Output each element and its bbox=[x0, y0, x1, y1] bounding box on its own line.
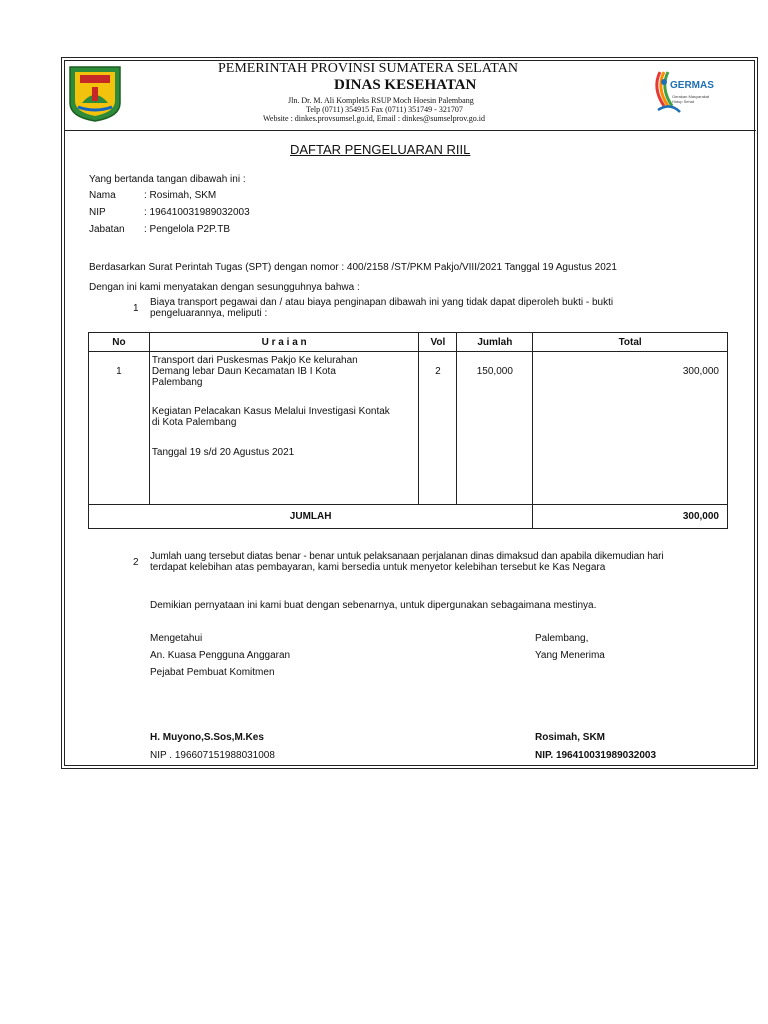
point-2-line-2: terdapat kelebihan atas pembayaran, kami bersedia untuk menyetor kelebihan tersebut ke Kas Negara bbox=[150, 562, 606, 573]
row-description bbox=[150, 352, 419, 458]
header-vol: Vol bbox=[419, 333, 457, 352]
germas-sub2: Hidup Sehat bbox=[672, 99, 695, 104]
left-sign-line-3: Pejabat Pembuat Komitmen bbox=[150, 667, 275, 678]
left-sign-line-2: An. Kuasa Pengguna Anggaran bbox=[150, 650, 291, 661]
letterhead-agency: DINAS KESEHATAN bbox=[334, 77, 477, 93]
left-sign-nip: NIP . 196607151988031008 bbox=[150, 750, 275, 761]
declare-intro: Dengan ini kami menyatakan dengan sesungguhnya bahwa : bbox=[89, 282, 360, 293]
letterhead-phone: Telp (0711) 354915 Fax (0711) 351749 - 321707 bbox=[306, 105, 463, 114]
closing-statement: Demikian pernyataan ini kami buat dengan sebenarnya, untuk dipergunakan sebagaimana mestinya. bbox=[150, 600, 597, 611]
point-2-line-1: Jumlah uang tersebut diatas benar - benar untuk pelaksanaan perjalanan dinas dimaksud dan apabila dikemudian hari bbox=[150, 551, 664, 562]
province-emblem-logo bbox=[66, 63, 124, 123]
identity-value-nip: : 196410031989032003 bbox=[144, 207, 250, 218]
letterhead-province: PEMERINTAH PROVINSI SUMATERA SELATAN bbox=[218, 61, 518, 76]
point-2-number: 2 bbox=[133, 557, 139, 568]
point-1-line-1: Biaya transport pegawai dan / atau biaya penginapan dibawah ini yang tidak dapat diperoleh bukti - bukti bbox=[150, 297, 614, 308]
row-jumlah: 150,000 bbox=[476, 366, 513, 377]
identity-label-name: Nama bbox=[89, 190, 116, 201]
point-1-line-2: pengeluarannya, meliputi : bbox=[150, 308, 268, 319]
identity-label-nip: NIP bbox=[89, 207, 106, 218]
header-uraian: U r a i a n bbox=[149, 333, 419, 352]
row-desc-line-3: Palembang bbox=[151, 377, 203, 388]
row-total: 300,000 bbox=[682, 366, 719, 377]
footer-total: 300,000 bbox=[533, 505, 728, 529]
row-desc-line-5: di Kota Palembang bbox=[151, 417, 237, 428]
spt-basis: Berdasarkan Surat Perintah Tugas (SPT) dengan nomor : 400/2158 /ST/PKM Pakjo/VIII/2021 Tanggal 19 Agustus 2021 bbox=[89, 262, 617, 273]
row-no: 1 bbox=[116, 366, 122, 377]
germas-sub1: Gerakan Masyarakat bbox=[672, 94, 710, 99]
letterhead-address: Jln. Dr. M. Ali Kompleks RSUP Moch Hoesin Palembang bbox=[288, 96, 474, 105]
germas-logo bbox=[650, 66, 714, 122]
germas-label: GERMAS bbox=[670, 80, 714, 91]
left-sign-line-1: Mengetahui bbox=[150, 633, 203, 644]
row-desc-line-4: Kegiatan Pelacakan Kasus Melalui Investigasi Kontak bbox=[151, 406, 390, 417]
document-title: DAFTAR PENGELUARAN RIIL bbox=[290, 142, 471, 157]
right-sign-nip: NIP. 196410031989032003 bbox=[535, 750, 657, 761]
expense-table bbox=[88, 332, 728, 529]
header-total: Total bbox=[533, 333, 728, 352]
signer-intro: Yang bertanda tangan dibawah ini : bbox=[89, 174, 246, 185]
letterhead-web: Website : dinkes.provsumsel.go.id, Email : dinkes@sumselprov.go.id bbox=[263, 114, 485, 123]
header-jumlah: Jumlah bbox=[457, 333, 533, 352]
point-1-number: 1 bbox=[133, 303, 139, 314]
header-no: No bbox=[89, 333, 150, 352]
identity-label-position: Jabatan bbox=[89, 224, 125, 235]
right-sign-line-1: Palembang, bbox=[535, 633, 589, 644]
identity-value-name: : Rosimah, SKM bbox=[144, 190, 217, 201]
left-sign-name: H. Muyono,S.Sos,M.Kes bbox=[150, 732, 264, 743]
right-sign-line-2: Yang Menerima bbox=[535, 650, 605, 661]
table-row bbox=[89, 352, 728, 505]
footer-label: JUMLAH bbox=[89, 505, 533, 529]
row-desc-line-1: Transport dari Puskesmas Pakjo Ke kelurahan bbox=[151, 355, 358, 366]
row-desc-line-2: Demang lebar Daun Kecamatan IB I Kota bbox=[151, 366, 336, 377]
identity-value-position: : Pengelola P2P.TB bbox=[144, 224, 230, 235]
letterhead-divider bbox=[64, 130, 756, 131]
table-header-row bbox=[89, 333, 728, 352]
right-sign-name: Rosimah, SKM bbox=[535, 732, 606, 743]
table-footer-row bbox=[89, 505, 728, 529]
row-desc-date: Tanggal 19 s/d 20 Agustus 2021 bbox=[151, 447, 295, 458]
row-vol: 2 bbox=[435, 366, 441, 377]
